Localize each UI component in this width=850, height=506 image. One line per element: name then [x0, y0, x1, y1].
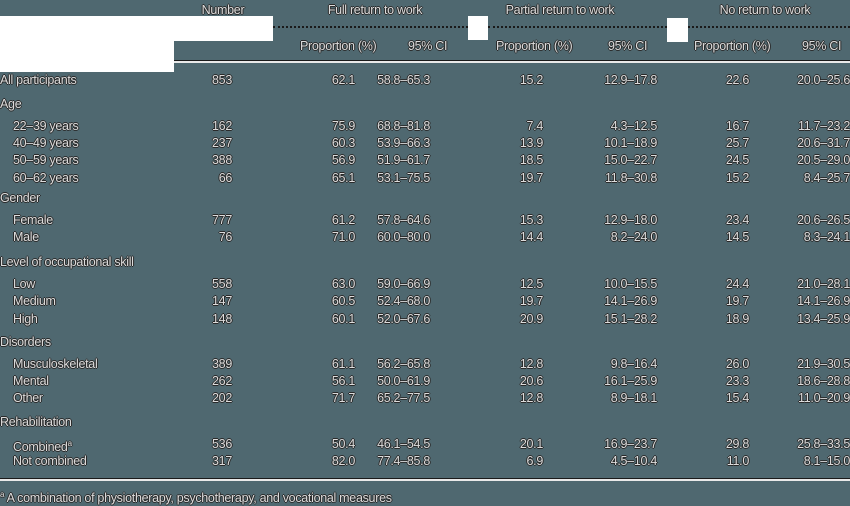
- row-label: [13, 118, 79, 134]
- cell-n: 389: [212, 357, 232, 371]
- cell-full-ci: 57.8–64.6: [377, 213, 430, 227]
- cell-n: 536: [212, 437, 232, 451]
- cell-full-ci: 56.2–65.8: [377, 357, 430, 371]
- footnote-mark: a: [0, 490, 5, 499]
- row-label-text: 60–62 years: [13, 171, 79, 185]
- cell-n: 853: [212, 73, 232, 87]
- row-label: [13, 135, 79, 151]
- cell-no-ci: 21.0–28.1: [797, 277, 850, 291]
- cell-part-p: 12.8: [519, 357, 543, 371]
- cell-no-p: 19.7: [725, 294, 749, 308]
- cell-full-ci: 52.0–67.6: [377, 312, 430, 326]
- cell-no-p: 16.7: [725, 119, 749, 133]
- cell-full-ci: 59.0–66.9: [377, 277, 430, 291]
- cell-full-p: 65.1: [331, 171, 355, 185]
- row-label: [13, 229, 39, 245]
- header-group-rule: [273, 26, 468, 28]
- section-header: Gender: [0, 191, 40, 205]
- subheader-full-ci: 95% CI: [408, 39, 448, 53]
- cell-n: 317: [212, 454, 232, 468]
- cell-full-p: 63.0: [331, 277, 355, 291]
- row-label-text: High: [13, 312, 38, 326]
- row-label: [13, 453, 87, 469]
- cell-no-p: 15.2: [725, 171, 749, 185]
- cell-part-ci: 14.1–26.9: [604, 294, 657, 308]
- cell-no-ci: 8.3–24.1: [803, 230, 850, 244]
- row-label-text: Mental: [13, 374, 49, 388]
- cell-full-p: 60.3: [331, 136, 355, 150]
- cell-no-ci: 8.4–25.7: [803, 171, 850, 185]
- cell-no-ci: 20.6–31.7: [797, 136, 850, 150]
- section-header: Level of occupational skill: [0, 255, 134, 269]
- cell-part-ci: 12.9–18.0: [604, 213, 657, 227]
- cell-full-p: 71.0: [331, 230, 355, 244]
- section-header: Rehabilitation: [0, 415, 72, 429]
- cell-full-p: 60.1: [331, 312, 355, 326]
- cell-part-ci: 16.1–25.9: [604, 374, 657, 388]
- cell-part-ci: 8.9–18.1: [610, 391, 657, 405]
- cell-part-ci: 10.0–15.5: [604, 277, 657, 291]
- cell-full-ci: 46.1–54.5: [377, 437, 430, 451]
- cell-part-p: 12.8: [519, 391, 543, 405]
- cell-no-ci: 11.0–20.9: [798, 391, 850, 405]
- cell-no-p: 18.9: [725, 312, 749, 326]
- cell-no-p: 11.0: [726, 454, 749, 468]
- cell-no-p: 24.5: [725, 153, 749, 167]
- header-group-rule: [488, 26, 667, 28]
- header-no-return: No return to work: [719, 3, 811, 17]
- row-label-text: All participants: [0, 73, 77, 87]
- cell-n: 66: [218, 171, 232, 185]
- cell-part-p: 20.9: [519, 312, 543, 326]
- cell-part-p: 19.7: [519, 294, 543, 308]
- cell-full-p: 56.1: [331, 374, 355, 388]
- cell-no-p: 22.6: [725, 73, 749, 87]
- cell-part-ci: 15.0–22.7: [604, 153, 657, 167]
- row-label: [13, 356, 97, 372]
- row-label-text: 50–59 years: [13, 153, 79, 167]
- subheader-no-ci: 95% CI: [802, 39, 842, 53]
- cell-full-p: 61.2: [331, 213, 355, 227]
- cell-n: 388: [212, 153, 232, 167]
- row-label: [13, 212, 53, 228]
- cell-full-ci: 51.9–61.7: [377, 153, 430, 167]
- cell-no-p: 24.4: [725, 277, 749, 291]
- row-label: [13, 373, 49, 389]
- subheader-partial-proportion: Proportion (%): [496, 39, 573, 53]
- cell-part-ci: 12.9–17.8: [604, 73, 657, 87]
- cell-no-p: 23.3: [725, 374, 749, 388]
- redacted-header-block-left: [0, 16, 174, 72]
- cell-full-ci: 53.1–75.5: [377, 171, 430, 185]
- cell-full-p: 62.1: [331, 73, 355, 87]
- row-label: [13, 276, 35, 292]
- cell-n: 777: [212, 213, 232, 227]
- cell-part-p: 12.5: [519, 277, 543, 291]
- cell-full-ci: 52.4–68.0: [377, 294, 430, 308]
- cell-part-ci: 15.1–28.2: [604, 312, 657, 326]
- cell-no-ci: 8.1–15.0: [803, 454, 850, 468]
- header-number: Number: [201, 3, 245, 17]
- row-label-text: 40–49 years: [13, 136, 79, 150]
- cell-part-p: 6.9: [526, 454, 543, 468]
- cell-full-p: 60.5: [331, 294, 355, 308]
- cell-no-ci: 20.6–26.5: [797, 213, 850, 227]
- footnote-text: A combination of physiotherapy, psychotherapy, and vocational measures: [6, 491, 392, 506]
- header-group-rule: [688, 26, 850, 28]
- cell-n: 262: [212, 374, 232, 388]
- cell-full-ci: 77.4–85.8: [377, 454, 430, 468]
- subheader-no-proportion: Proportion (%): [694, 39, 771, 53]
- cell-part-ci: 8.2–24.0: [610, 230, 657, 244]
- row-label-text: Combined: [13, 440, 68, 455]
- row-label: [13, 170, 79, 186]
- row-label-text: Not combined: [13, 454, 87, 468]
- cell-no-ci: 11.7–23.2: [798, 119, 850, 133]
- redacted-header-block-number: [174, 16, 273, 41]
- cell-part-p: 18.5: [519, 153, 543, 167]
- section-header: Disorders: [0, 335, 51, 349]
- cell-part-ci: 11.8–30.8: [605, 171, 657, 185]
- cell-part-p: 19.7: [519, 171, 543, 185]
- table-bottom-rule: [0, 478, 850, 481]
- subheader-partial-ci: 95% CI: [608, 39, 648, 53]
- cell-n: 237: [212, 136, 232, 150]
- cell-part-p: 13.9: [519, 136, 543, 150]
- header-partial-return: Partial return to work: [505, 3, 615, 17]
- cell-no-ci: 20.5–29.0: [797, 153, 850, 167]
- cell-part-p: 14.4: [519, 230, 543, 244]
- cell-part-ci: 16.9–23.7: [604, 437, 657, 451]
- cell-n: 76: [218, 230, 232, 244]
- cell-part-ci: 4.3–12.5: [610, 119, 657, 133]
- cell-no-ci: 18.6–28.8: [797, 374, 850, 388]
- cell-full-ci: 65.2–77.5: [377, 391, 430, 405]
- header-full-return: Full return to work: [327, 3, 423, 17]
- row-label-text: Female: [13, 213, 53, 227]
- cell-part-ci: 10.1–18.9: [604, 136, 657, 150]
- row-label-text: Male: [13, 230, 39, 244]
- cell-no-ci: 21.9–30.5: [797, 357, 850, 371]
- row-label: [13, 293, 56, 309]
- row-label-text: Low: [13, 277, 36, 291]
- cell-n: 147: [212, 294, 232, 308]
- cell-full-ci: 60.0–80.0: [377, 230, 430, 244]
- cell-no-p: 29.8: [725, 437, 749, 451]
- cell-part-p: 20.1: [519, 437, 543, 451]
- cell-no-ci: 14.1–26.9: [797, 294, 850, 308]
- cell-part-ci: 4.5–10.4: [610, 454, 657, 468]
- row-label-text: 22–39 years: [13, 119, 79, 133]
- cell-full-p: 50.4: [331, 437, 355, 451]
- cell-full-p: 56.9: [331, 153, 355, 167]
- cell-no-ci: 20.0–25.6: [797, 73, 850, 87]
- cell-full-ci: 68.8–81.8: [377, 119, 430, 133]
- cell-n: 148: [212, 312, 232, 326]
- cell-full-ci: 58.8–65.3: [377, 73, 430, 87]
- row-label: [13, 390, 43, 406]
- row-label-text: Medium: [13, 294, 56, 308]
- cell-part-p: 7.4: [526, 119, 543, 133]
- row-label: [0, 72, 77, 88]
- cell-n: 202: [212, 391, 232, 405]
- cell-no-ci: 13.4–25.9: [797, 312, 850, 326]
- cell-part-ci: 9.8–16.4: [610, 357, 657, 371]
- footnote: [0, 487, 392, 506]
- cell-no-p: 25.7: [725, 136, 749, 150]
- cell-n: 558: [212, 277, 232, 291]
- cell-n: 162: [212, 119, 232, 133]
- cell-full-ci: 50.0–61.9: [377, 374, 430, 388]
- cell-full-p: 61.1: [331, 357, 355, 371]
- subheader-full-proportion: Proportion (%): [300, 39, 377, 53]
- row-label-text: Other: [13, 391, 43, 405]
- cell-no-p: 14.5: [725, 230, 749, 244]
- cell-part-p: 15.3: [519, 213, 543, 227]
- cell-full-p: 71.7: [331, 391, 355, 405]
- header-bottom-rule: [174, 60, 850, 63]
- cell-part-p: 15.2: [519, 73, 543, 87]
- cell-no-p: 15.4: [725, 391, 749, 405]
- cell-no-ci: 25.8–33.5: [797, 437, 850, 451]
- cell-part-p: 20.6: [519, 374, 543, 388]
- cell-no-p: 23.4: [725, 213, 749, 227]
- row-label-text: Musculoskeletal: [13, 357, 98, 371]
- redacted-header-block-mid: [468, 16, 488, 40]
- section-header: Age: [0, 97, 22, 111]
- cell-no-p: 26.0: [725, 357, 749, 371]
- row-label: [13, 311, 38, 327]
- cell-full-p: 75.9: [331, 119, 355, 133]
- cell-full-p: 82.0: [331, 454, 355, 468]
- cell-full-ci: 53.9–66.3: [377, 136, 430, 150]
- footnote-reference: a: [67, 439, 72, 448]
- row-label: [13, 152, 79, 168]
- redacted-header-block-right: [667, 18, 688, 42]
